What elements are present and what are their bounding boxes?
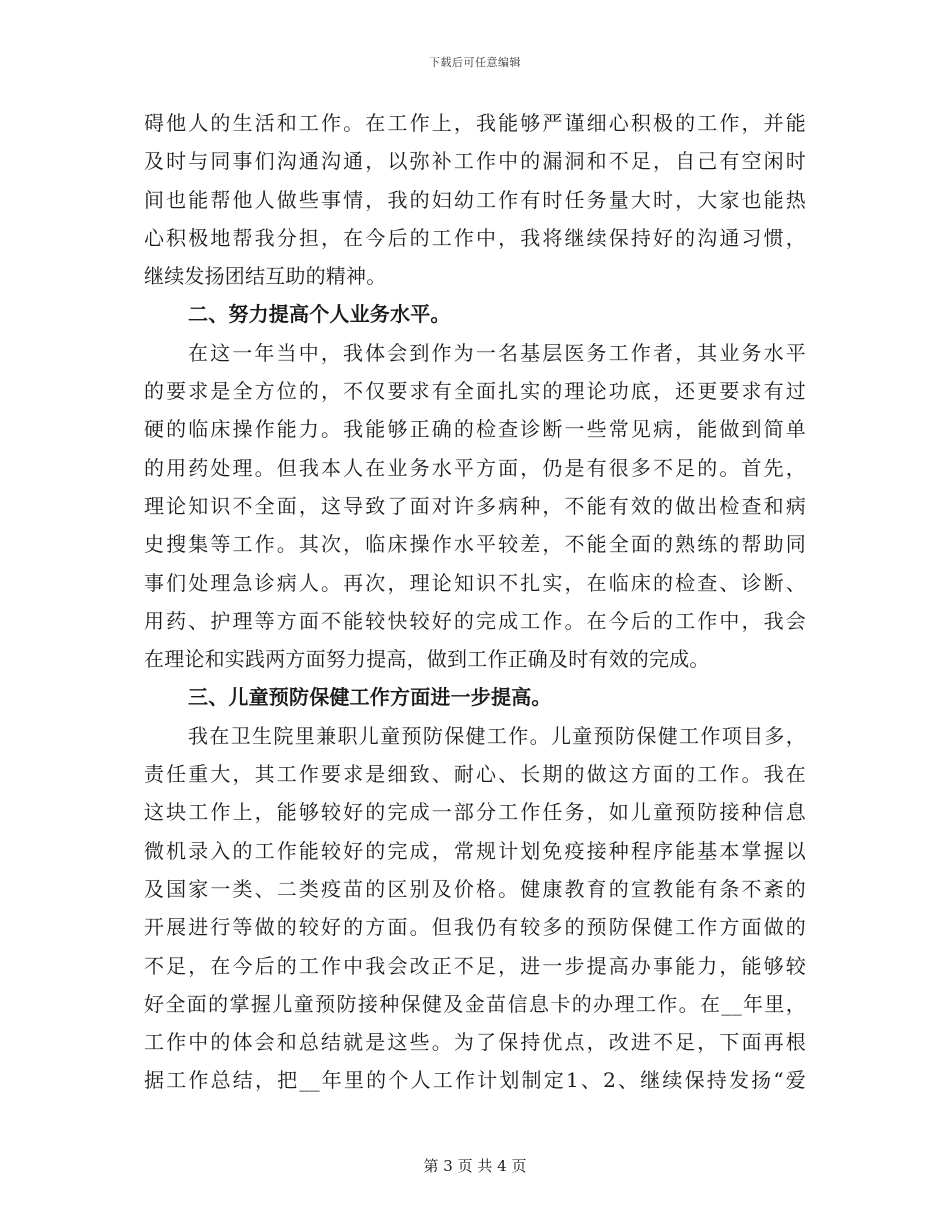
text-line: 理论知识不全面，这导致了面对许多病种，不能有效的做出检查和病 (144, 493, 806, 518)
page-footer: 第 3 页 共 4 页 (423, 1157, 527, 1175)
text-line: 责任重大，其工作要求是细致、耐心、长期的做这方面的工作。我在 (144, 762, 806, 787)
text-line: 据工作总结，把__年里的个人工作计划制定1、2、继续保持发扬“爱 (144, 1068, 806, 1093)
text-line: 及国家一类、二类疫苗的区别及价格。健康教育的宣教能有条不紊的 (144, 876, 806, 901)
text-line: 及时与同事们沟通沟通，以弥补工作中的漏洞和不足，自己有空闲时 (144, 149, 806, 174)
text-line: 不足，在今后的工作中我会改正不足，进一步提高办事能力，能够较 (144, 953, 806, 978)
text-line: 用药、护理等方面不能较快较好的完成工作。在今后的工作中，我会 (144, 608, 806, 633)
text-line: 微机录入的工作能较好的完成，常规计划免疫接种程序能基本掌握以 (144, 838, 806, 863)
text-line: 硬的临床操作能力。我能够正确的检查诊断一些常见病，能做到简单 (144, 417, 806, 442)
page-header: 下载后可任意编辑 (429, 56, 521, 69)
text-line: 的用药处理。但我本人在业务水平方面，仍是有很多不足的。首先， (144, 455, 806, 480)
section-heading-2: 二、努力提高个人业务水平。 (188, 302, 451, 327)
text-line: 心积极地帮我分担，在今后的工作中，我将继续保持好的沟通习惯， (144, 225, 806, 250)
text-line: 碍他人的生活和工作。在工作上，我能够严谨细心积极的工作，并能 (144, 111, 806, 135)
text-line: 我在卫生院里兼职儿童预防保健工作。儿童预防保健工作项目多， (188, 723, 806, 748)
text-line: 好全面的掌握儿童预防接种保健及金苗信息卡的办理工作。在__年里， (144, 991, 806, 1016)
text-line: 在这一年当中，我体会到作为一名基层医务工作者，其业务水平 (188, 340, 806, 365)
text-line: 工作中的体会和总结就是这些。为了保持优点，改进不足，下面再根 (144, 1030, 806, 1055)
text-line: 继续发扬团结互助的精神。 (144, 264, 387, 289)
text-line: 的要求是全方位的，不仅要求有全面扎实的理论功底，还更要求有过 (144, 379, 806, 404)
document-body (144, 104, 806, 1100)
text-line: 开展进行等做的较好的方面。但我仍有较多的预防保健工作方面做的 (144, 915, 806, 940)
text-line: 这块工作上，能够较好的完成一部分工作任务，如儿童预防接种信息 (144, 800, 806, 825)
text-line: 事们处理急诊病人。再次，理论知识不扎实，在临床的检查、诊断、 (144, 570, 806, 595)
text-line: 史搜集等工作。其次，临床操作水平较差，不能全面的熟练的帮助同 (144, 532, 806, 557)
text-line: 间也能帮他人做些事情，我的妇幼工作有时任务量大时，大家也能热 (144, 187, 806, 212)
section-heading-3: 三、儿童预防保健工作方面进一步提高。 (188, 685, 552, 710)
text-line: 在理论和实践两方面努力提高，做到工作正确及时有效的完成。 (144, 647, 710, 672)
